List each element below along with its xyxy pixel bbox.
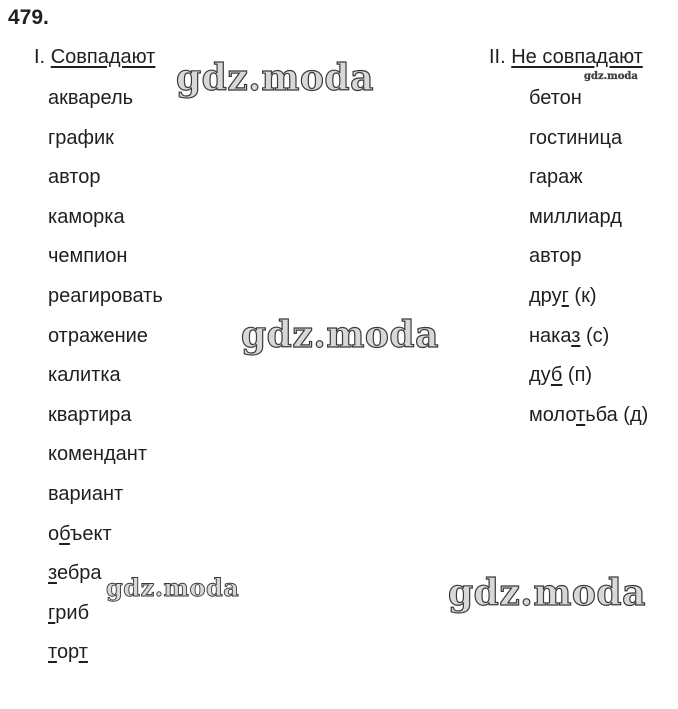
word-item — [48, 277, 163, 317]
word-text: акварель — [48, 87, 134, 109]
word-item — [48, 158, 163, 198]
word-text: миллиард — [529, 205, 622, 228]
word-underlined-letter: т — [48, 641, 57, 664]
word-text: автор — [48, 166, 101, 189]
word-text: чемпион — [48, 245, 128, 268]
word-underlined-letter: б — [59, 522, 70, 545]
word-underlined-letter: з — [48, 562, 57, 585]
word-text: комендант — [48, 443, 148, 466]
word-item — [48, 119, 163, 159]
word-item — [48, 396, 163, 436]
word-text: моло — [529, 403, 577, 426]
watermark: gdz.moda — [584, 71, 638, 82]
word-underlined-letter: г — [48, 601, 56, 624]
word-item — [529, 158, 648, 198]
word-text: гараж — [529, 166, 583, 189]
word-text: ор — [56, 641, 79, 664]
word-text: риб — [55, 601, 90, 624]
word-underlined-letter: г — [561, 284, 569, 307]
exercise-number: 479. — [8, 6, 49, 29]
word-item — [48, 317, 163, 357]
word-text: гостиница — [529, 126, 623, 149]
word-underlined-letter: б — [550, 364, 563, 387]
word-text: ду — [529, 364, 551, 387]
word-text: нака — [529, 324, 572, 347]
word-text: график — [48, 126, 114, 149]
watermark: gdz.moda — [448, 572, 646, 614]
heading-title: Совпадают — [50, 46, 156, 68]
word-item — [529, 119, 648, 159]
word-item — [529, 198, 648, 238]
word-text: бетон — [529, 87, 582, 109]
word-text: (к) — [568, 284, 597, 307]
word-underlined-letter: з — [571, 324, 581, 347]
column-heading-matching — [34, 46, 155, 69]
word-item — [48, 198, 163, 238]
word-text: (с) — [580, 324, 610, 347]
word-underlined-letter: т — [78, 641, 88, 664]
word-text: калитка — [48, 364, 121, 387]
heading-numeral: II. — [489, 46, 506, 68]
word-item — [529, 396, 648, 436]
word-item — [48, 633, 163, 673]
watermark: gdz.moda — [176, 57, 374, 99]
word-item — [48, 475, 163, 515]
word-item — [529, 277, 648, 317]
heading-numeral: I. — [34, 46, 46, 68]
word-text: каморка — [48, 205, 125, 228]
word-text: вариант — [48, 482, 124, 505]
word-item — [48, 435, 163, 475]
word-text: ебра — [56, 562, 102, 585]
word-item — [48, 237, 163, 277]
watermark: gdz.moda — [106, 573, 240, 602]
word-text: реагировать — [48, 284, 163, 307]
word-text: ъект — [69, 522, 112, 545]
word-text: о — [48, 522, 60, 545]
word-item — [529, 356, 648, 396]
word-item — [48, 356, 163, 396]
column-heading-not-matching — [489, 46, 643, 69]
heading-title: Не совпадают — [511, 46, 643, 68]
word-item — [529, 237, 648, 277]
word-underlined-letter: т — [576, 403, 586, 426]
word-list-not-matching — [529, 79, 648, 435]
word-text: ьба (д) — [585, 403, 649, 426]
word-text: отражение — [48, 324, 148, 347]
word-text: дру — [529, 284, 562, 307]
word-item — [48, 79, 163, 119]
watermark: gdz.moda — [241, 314, 439, 356]
word-item — [529, 317, 648, 357]
word-item — [48, 515, 163, 555]
word-text: автор — [529, 245, 582, 268]
word-item — [529, 79, 648, 119]
word-text: квартира — [48, 403, 132, 426]
word-text: (п) — [562, 364, 593, 387]
